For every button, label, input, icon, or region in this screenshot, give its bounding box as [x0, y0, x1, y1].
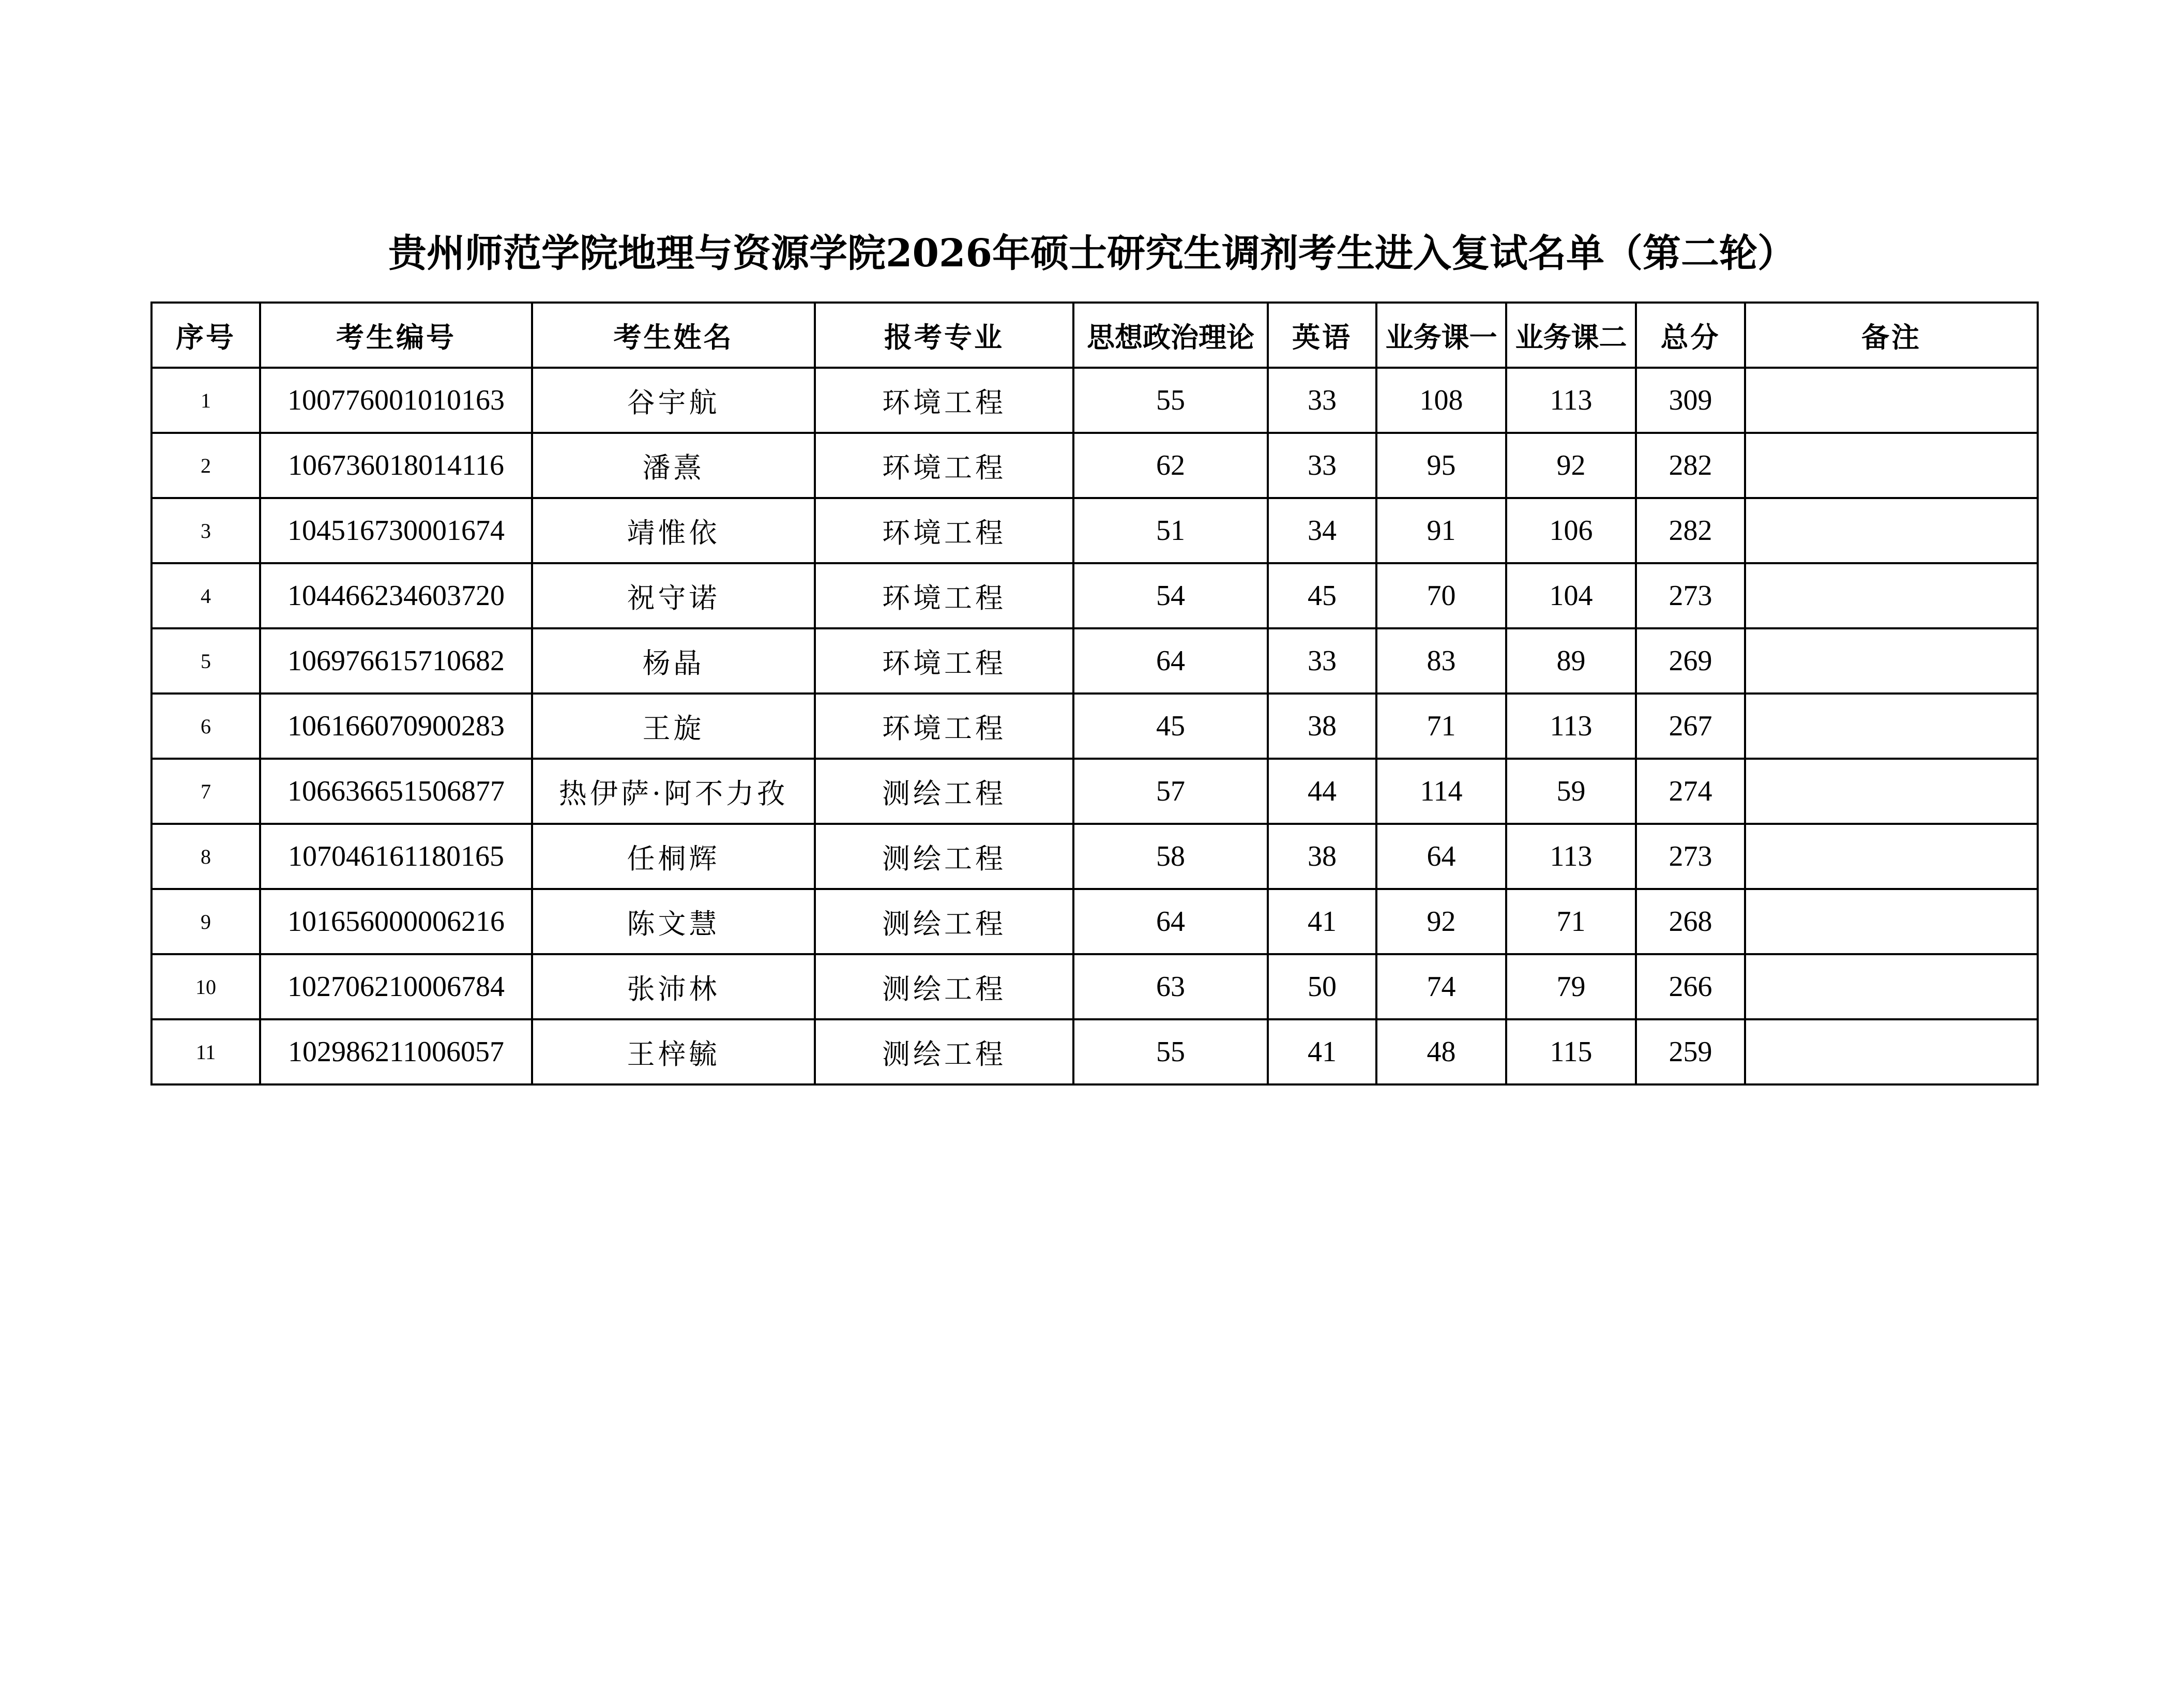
cell-exam-id: 102706210006784	[260, 954, 532, 1019]
cell-name: 任桐辉	[532, 824, 815, 889]
cell-remark	[1745, 889, 2038, 954]
cell-total: 269	[1636, 628, 1745, 694]
cell-course2: 92	[1506, 433, 1636, 498]
cell-course1: 114	[1376, 759, 1506, 824]
cell-seq: 7	[151, 759, 260, 824]
cell-remark	[1745, 694, 2038, 759]
table-row	[151, 563, 2038, 628]
cell-remark	[1745, 759, 2038, 824]
cell-name: 陈文慧	[532, 889, 815, 954]
table-row	[151, 824, 2038, 889]
cell-english: 33	[1268, 433, 1376, 498]
cell-english: 38	[1268, 694, 1376, 759]
cell-politics: 55	[1073, 1019, 1268, 1084]
column-header-seq: 序号	[151, 303, 260, 368]
cell-remark	[1745, 628, 2038, 694]
cell-course2: 106	[1506, 498, 1636, 563]
cell-seq: 11	[151, 1019, 260, 1084]
cell-course2: 104	[1506, 563, 1636, 628]
cell-course2: 59	[1506, 759, 1636, 824]
table-row	[151, 954, 2038, 1019]
cell-english: 34	[1268, 498, 1376, 563]
table-row	[151, 433, 2038, 498]
cell-seq: 5	[151, 628, 260, 694]
cell-english: 44	[1268, 759, 1376, 824]
cell-politics: 51	[1073, 498, 1268, 563]
cell-total: 266	[1636, 954, 1745, 1019]
cell-name: 靖惟依	[532, 498, 815, 563]
column-header-name: 考生姓名	[532, 303, 815, 368]
table-header-row	[151, 303, 2038, 368]
table-row	[151, 694, 2038, 759]
cell-course2: 71	[1506, 889, 1636, 954]
cell-course2: 115	[1506, 1019, 1636, 1084]
cell-remark	[1745, 1019, 2038, 1084]
table-row	[151, 628, 2038, 694]
cell-seq: 1	[151, 368, 260, 433]
cell-major: 环境工程	[815, 498, 1073, 563]
cell-total: 274	[1636, 759, 1745, 824]
cell-name: 谷宇航	[532, 368, 815, 433]
cell-remark	[1745, 563, 2038, 628]
cell-course1: 92	[1376, 889, 1506, 954]
cell-exam-id: 101656000006216	[260, 889, 532, 954]
page-title: 贵州师范学院地理与资源学院2026年硕士研究生调剂考生进入复试名单（第二轮）	[388, 231, 1796, 276]
cell-total: 282	[1636, 433, 1745, 498]
cell-seq: 9	[151, 889, 260, 954]
cell-exam-id: 106976615710682	[260, 628, 532, 694]
column-header-english: 英语	[1268, 303, 1376, 368]
column-header-exam-id: 考生编号	[260, 303, 532, 368]
cell-major: 测绘工程	[815, 889, 1073, 954]
cell-total: 259	[1636, 1019, 1745, 1084]
cell-major: 环境工程	[815, 368, 1073, 433]
cell-total: 282	[1636, 498, 1745, 563]
cell-course1: 64	[1376, 824, 1506, 889]
cell-exam-id: 106636651506877	[260, 759, 532, 824]
cell-seq: 4	[151, 563, 260, 628]
column-header-politics: 思想政治理论	[1073, 303, 1268, 368]
cell-course2: 113	[1506, 694, 1636, 759]
cell-seq: 6	[151, 694, 260, 759]
cell-course2: 79	[1506, 954, 1636, 1019]
cell-course1: 91	[1376, 498, 1506, 563]
cell-exam-id: 102986211006057	[260, 1019, 532, 1084]
cell-name: 杨晶	[532, 628, 815, 694]
cell-remark	[1745, 824, 2038, 889]
cell-major: 测绘工程	[815, 824, 1073, 889]
cell-name: 王梓毓	[532, 1019, 815, 1084]
cell-exam-id: 104516730001674	[260, 498, 532, 563]
table-row	[151, 759, 2038, 824]
cell-course1: 71	[1376, 694, 1506, 759]
table-row	[151, 368, 2038, 433]
cell-name: 张沛林	[532, 954, 815, 1019]
cell-politics: 45	[1073, 694, 1268, 759]
column-header-course1: 业务课一	[1376, 303, 1506, 368]
cell-exam-id: 100776001010163	[260, 368, 532, 433]
cell-politics: 62	[1073, 433, 1268, 498]
cell-english: 33	[1268, 628, 1376, 694]
table-row	[151, 498, 2038, 563]
cell-exam-id: 106736018014116	[260, 433, 532, 498]
cell-politics: 58	[1073, 824, 1268, 889]
cell-politics: 57	[1073, 759, 1268, 824]
cell-course2: 113	[1506, 824, 1636, 889]
applicant-table	[150, 302, 2039, 1086]
cell-course1: 48	[1376, 1019, 1506, 1084]
cell-major: 环境工程	[815, 694, 1073, 759]
cell-course1: 95	[1376, 433, 1506, 498]
cell-seq: 10	[151, 954, 260, 1019]
cell-name: 王旋	[532, 694, 815, 759]
cell-english: 41	[1268, 889, 1376, 954]
column-header-remark: 备注	[1745, 303, 2038, 368]
cell-major: 测绘工程	[815, 1019, 1073, 1084]
cell-seq: 8	[151, 824, 260, 889]
cell-total: 267	[1636, 694, 1745, 759]
cell-course2: 89	[1506, 628, 1636, 694]
cell-remark	[1745, 433, 2038, 498]
table-body	[151, 368, 2038, 1084]
column-header-course2: 业务课二	[1506, 303, 1636, 368]
cell-major: 测绘工程	[815, 954, 1073, 1019]
cell-exam-id: 107046161180165	[260, 824, 532, 889]
cell-course1: 83	[1376, 628, 1506, 694]
cell-remark	[1745, 954, 2038, 1019]
cell-seq: 3	[151, 498, 260, 563]
cell-course1: 108	[1376, 368, 1506, 433]
cell-politics: 64	[1073, 628, 1268, 694]
cell-course1: 70	[1376, 563, 1506, 628]
cell-english: 45	[1268, 563, 1376, 628]
table-row	[151, 889, 2038, 954]
cell-major: 环境工程	[815, 433, 1073, 498]
cell-remark	[1745, 498, 2038, 563]
cell-name: 热伊萨·阿不力孜	[532, 759, 815, 824]
cell-total: 268	[1636, 889, 1745, 954]
column-header-major: 报考专业	[815, 303, 1073, 368]
cell-english: 50	[1268, 954, 1376, 1019]
cell-exam-id: 104466234603720	[260, 563, 532, 628]
cell-politics: 54	[1073, 563, 1268, 628]
cell-major: 环境工程	[815, 563, 1073, 628]
cell-total: 273	[1636, 824, 1745, 889]
cell-exam-id: 106166070900283	[260, 694, 532, 759]
cell-remark	[1745, 368, 2038, 433]
table-row	[151, 1019, 2038, 1084]
cell-major: 环境工程	[815, 628, 1073, 694]
cell-total: 309	[1636, 368, 1745, 433]
cell-seq: 2	[151, 433, 260, 498]
cell-name: 潘熹	[532, 433, 815, 498]
cell-politics: 64	[1073, 889, 1268, 954]
cell-english: 33	[1268, 368, 1376, 433]
column-header-total: 总分	[1636, 303, 1745, 368]
cell-total: 273	[1636, 563, 1745, 628]
cell-politics: 63	[1073, 954, 1268, 1019]
cell-name: 祝守诺	[532, 563, 815, 628]
cell-major: 测绘工程	[815, 759, 1073, 824]
cell-course1: 74	[1376, 954, 1506, 1019]
cell-english: 38	[1268, 824, 1376, 889]
cell-english: 41	[1268, 1019, 1376, 1084]
cell-course2: 113	[1506, 368, 1636, 433]
cell-politics: 55	[1073, 368, 1268, 433]
